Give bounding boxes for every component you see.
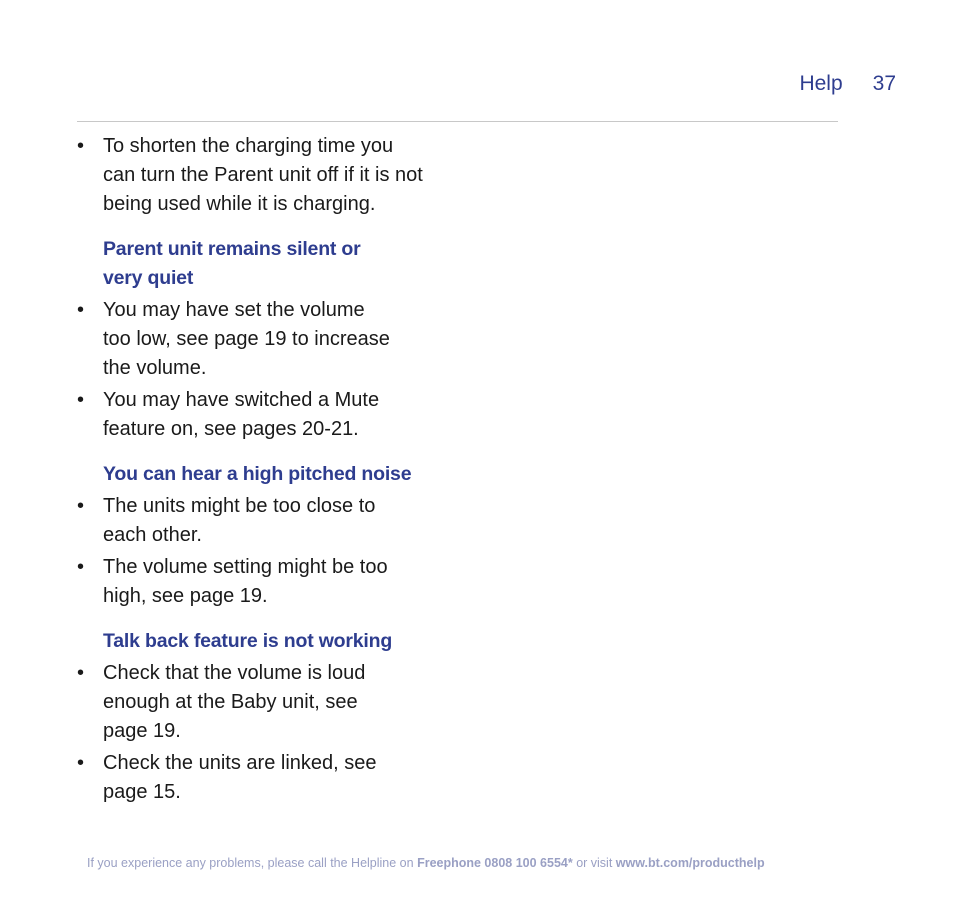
- text-line: the volume.: [103, 357, 207, 379]
- help-content: [77, 132, 457, 810]
- section-heading: [77, 627, 457, 656]
- bullet-item: [77, 553, 457, 611]
- text-line: each other.: [103, 524, 202, 546]
- text-line: very quiet: [103, 267, 194, 289]
- bullet-icon: •: [77, 135, 85, 157]
- bullet-icon: •: [77, 556, 85, 578]
- text-line: To shorten the charging time you: [103, 135, 394, 157]
- page-header: [799, 72, 896, 96]
- bullet-item: [77, 132, 457, 219]
- section-heading: [77, 460, 457, 489]
- footer-url[interactable]: www.bt.com/producthelp: [615, 856, 765, 870]
- text-line: too low, see page 19 to increase: [103, 328, 390, 350]
- page-number: 37: [872, 72, 896, 95]
- text-line: enough at the Baby unit, see: [103, 691, 358, 713]
- bullet-item: [77, 492, 457, 550]
- text-line: The units might be too close to: [103, 495, 376, 517]
- footer-middle: or visit: [572, 856, 616, 870]
- footer-prefix: If you experience any problems, please call the Helpline on: [87, 856, 418, 870]
- text-line: Talk back feature is not working: [103, 630, 393, 652]
- bullet-item: [77, 386, 457, 444]
- text-line: You may have set the volume: [103, 299, 365, 321]
- text-line: high, see page 19.: [103, 585, 268, 607]
- text-line: Check the units are linked, see: [103, 752, 377, 774]
- bullet-item: [77, 659, 457, 746]
- text-line: page 19.: [103, 720, 181, 742]
- bullet-icon: •: [77, 299, 85, 321]
- text-line: You may have switched a Mute: [103, 389, 380, 411]
- bullet-item: [77, 749, 457, 807]
- bullet-icon: •: [77, 389, 85, 411]
- text-line: being used while it is charging.: [103, 193, 376, 215]
- text-line: You can hear a high pitched noise: [103, 463, 412, 485]
- section-heading: [77, 235, 457, 293]
- text-line: page 15.: [103, 781, 181, 803]
- text-line: feature on, see pages 20-21.: [103, 418, 359, 440]
- text-line: Check that the volume is loud: [103, 662, 366, 684]
- bullet-icon: •: [77, 495, 85, 517]
- text-line: Parent unit remains silent or: [103, 238, 361, 260]
- text-line: can turn the Parent unit off if it is not: [103, 164, 423, 186]
- text-line: The volume setting might be too: [103, 556, 388, 578]
- bullet-item: [77, 296, 457, 383]
- bullet-icon: •: [77, 752, 85, 774]
- footer-phone: Freephone 0808 100 6554*: [417, 856, 573, 870]
- header-divider: [77, 121, 838, 122]
- footer-helpline: [87, 856, 765, 870]
- section-title: Help: [799, 72, 843, 95]
- bullet-icon: •: [77, 662, 85, 684]
